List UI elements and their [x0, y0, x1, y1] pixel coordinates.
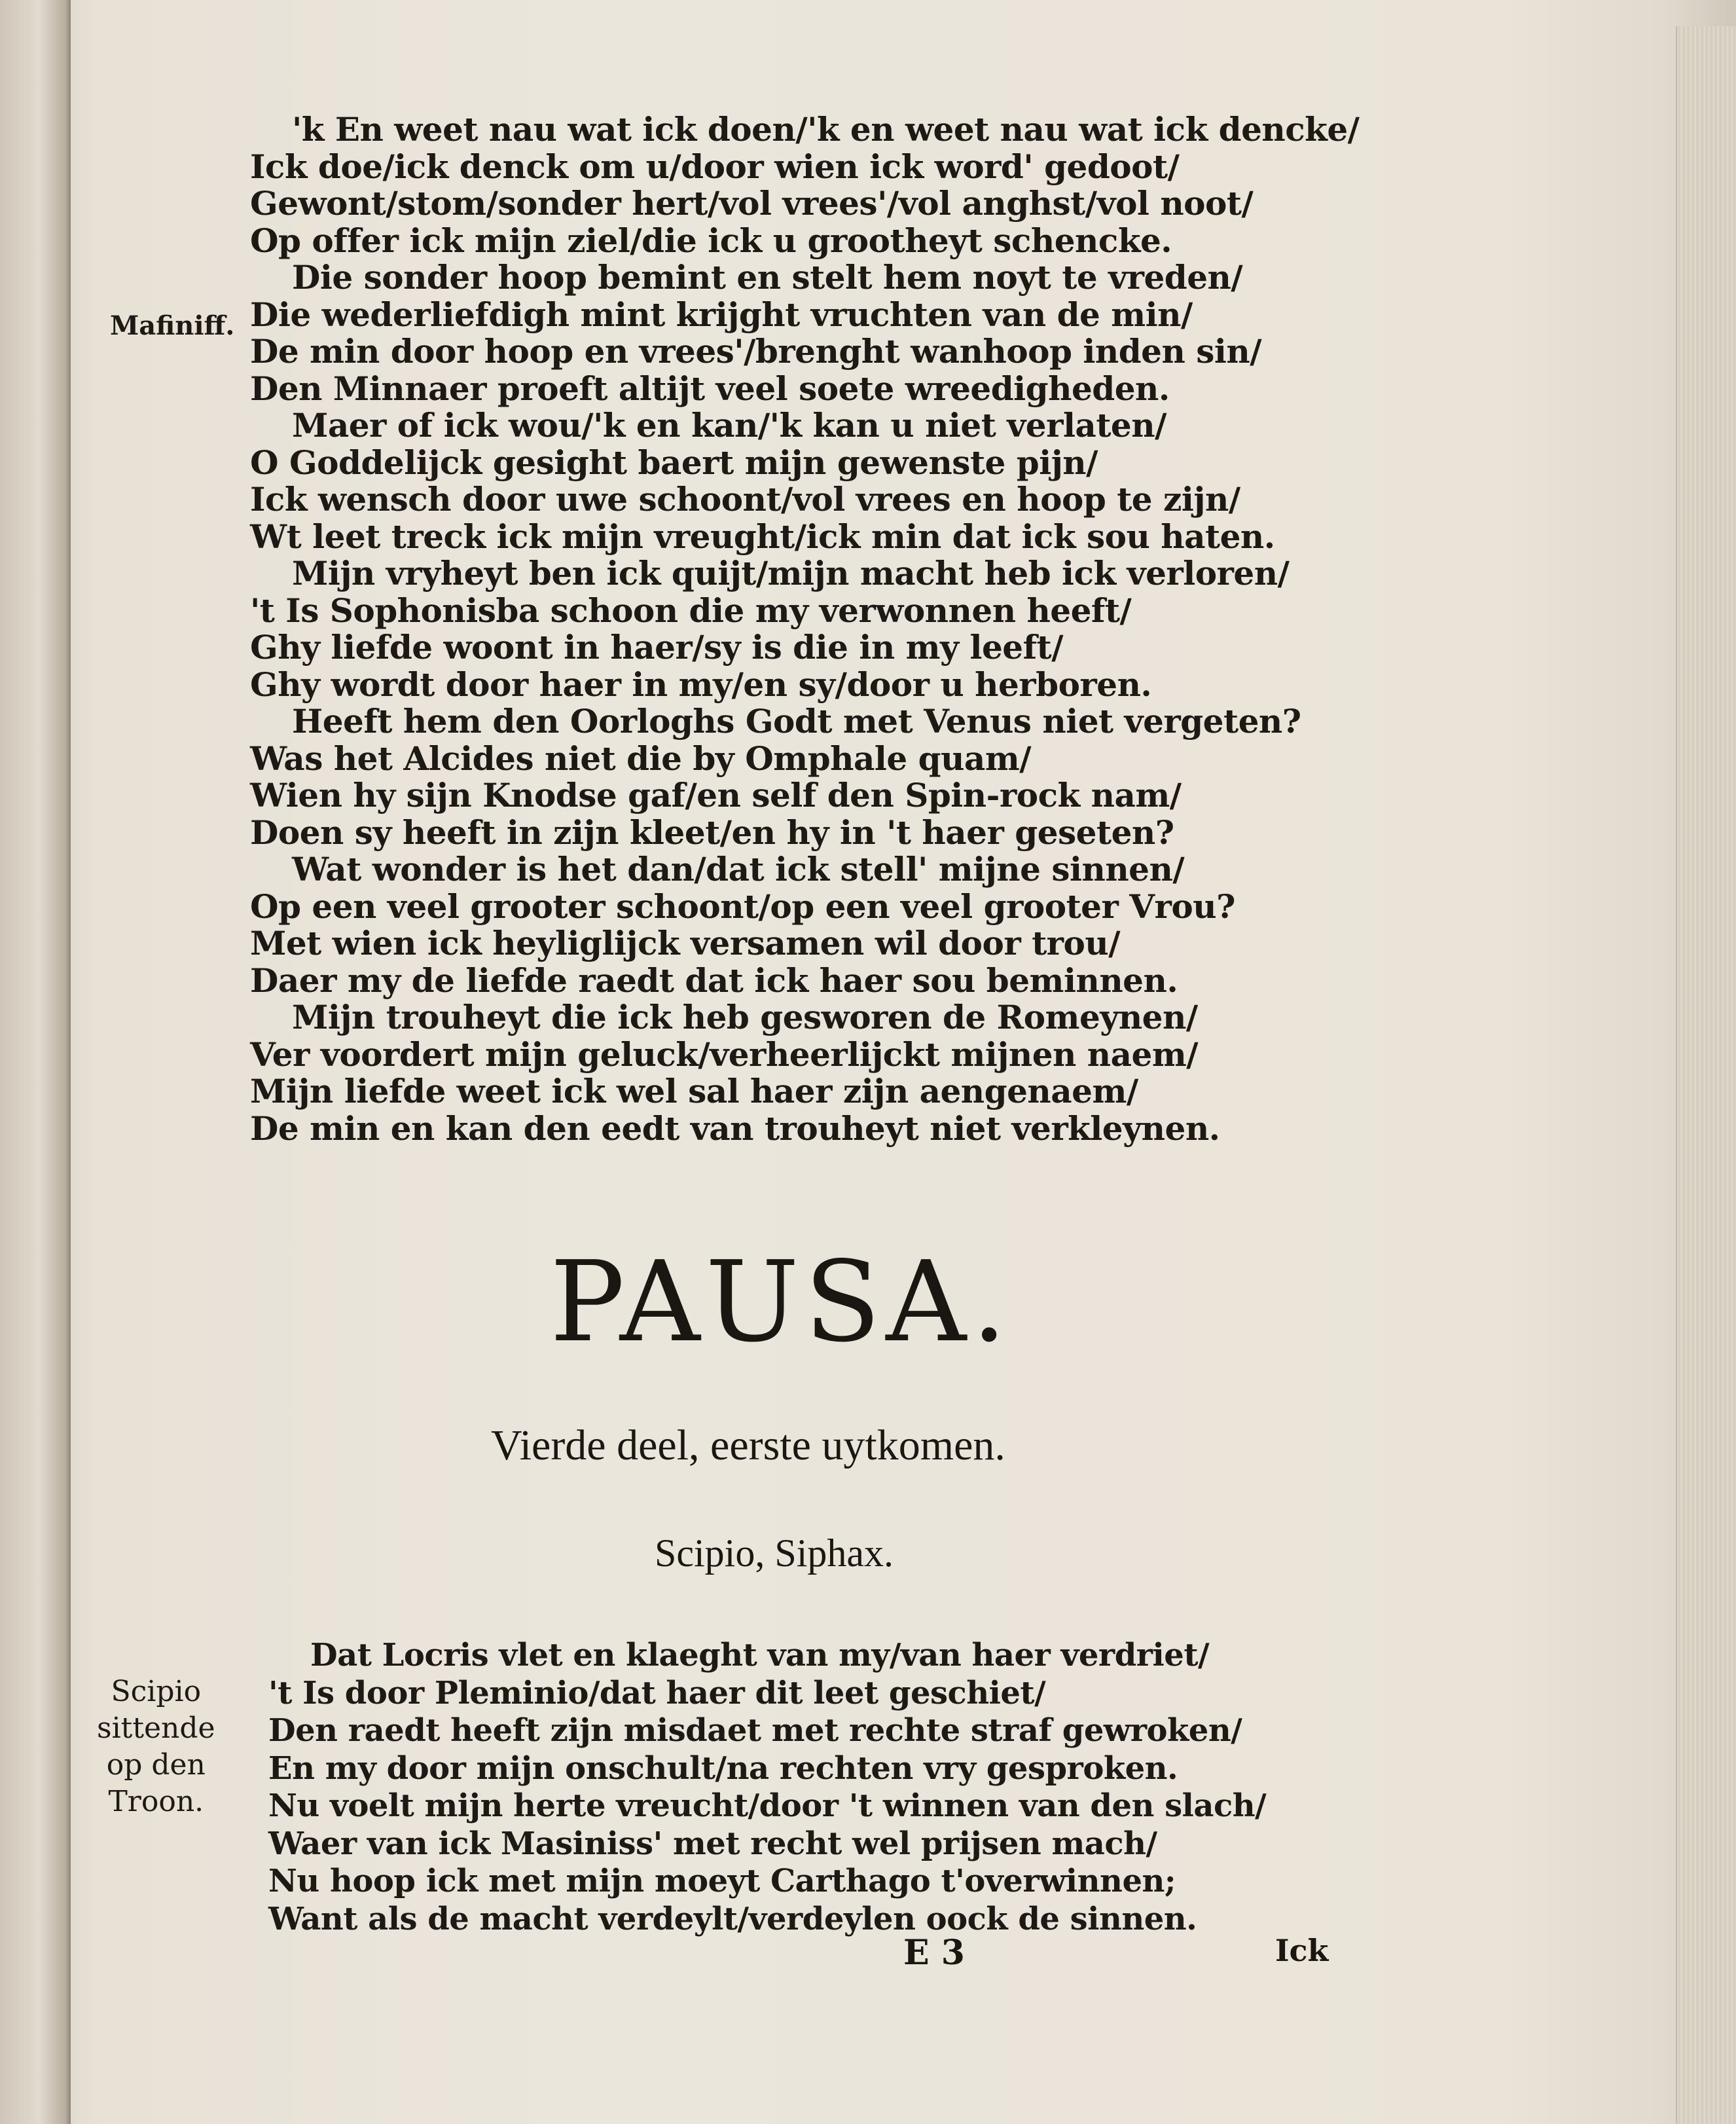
verse-line: Ver voordert mijn geluck/verheerlijckt mijnen naem/	[250, 1035, 1199, 1074]
verse-line: Was het Alcides niet die by Omphale quam/	[250, 739, 1032, 778]
verse-line: Ghy wordt door haer in my/en sy/door u herboren.	[250, 665, 1152, 704]
margin-note-line: Scipio	[111, 1675, 202, 1708]
verse-line: Den raedt heeft zijn misdaet met rechte straf gewroken/	[268, 1712, 1242, 1749]
verse-line: Op een veel grooter schoont/op een veel grooter Vrou?	[250, 887, 1235, 926]
left-page-edge	[0, 0, 71, 2124]
verse-line: Doen sy heeft in zijn kleet/en hy in 't haer geseten?	[250, 813, 1174, 852]
verse-line: Die sonder hoop bemint en stelt hem noyt te vreden/	[292, 258, 1243, 297]
catchword: Ick	[1275, 1933, 1329, 1968]
verse-line: Mijn trouheyt die ick heb gesworen de Romeynen/	[292, 998, 1198, 1036]
verse-line: Ghy liefde woont in haer/sy is die in my leeft/	[250, 628, 1063, 667]
verse-line: Daer my de liefde raedt dat ick haer sou beminnen.	[250, 961, 1178, 1000]
verse-line: 't Is door Pleminio/dat haer dit leet geschiet/	[268, 1674, 1046, 1712]
act-subtitle: Vierde deel, eerste uytkomen.	[491, 1421, 1005, 1469]
verse-line: Mijn vryheyt ben ick quijt/mijn macht heb ick verloren/	[292, 554, 1290, 593]
margin-note-line: op den	[106, 1748, 206, 1782]
verse-line: Wt leet treck ick mijn vreught/ick min dat ick sou haten.	[250, 517, 1275, 556]
verse-line: Heeft hem den Oorloghs Godt met Venus niet vergeten?	[292, 702, 1301, 741]
verse-line: Met wien ick heyliglijck versamen wil door trou/	[250, 924, 1120, 962]
verse-line: Maer of ick wou/'k en kan/'k kan u niet verlaten/	[292, 406, 1166, 445]
verse-line: De min door hoop en vrees'/brenght wanhoop inden sin/	[250, 332, 1262, 371]
verse-block-1	[250, 110, 1360, 1148]
speakers-line: Scipio, Siphax.	[655, 1531, 894, 1575]
verse-line: Nu voelt mijn herte vreucht/door 't winnen van den slach/	[268, 1787, 1267, 1824]
verse-line: 'k En weet nau wat ick doen/'k en weet nau wat ick dencke/	[292, 110, 1360, 149]
verse-line: De min en kan den eedt van trouheyt niet verkleynen.	[250, 1108, 1220, 1148]
margin-note-line: sittende	[97, 1712, 215, 1745]
verse-line: Mijn liefde weet ick wel sal haer zijn aengenaem/	[250, 1072, 1138, 1110]
verse-line: Wien hy sijn Knodse gaf/en self den Spin-rock nam/	[250, 776, 1182, 815]
verse-block-2	[268, 1637, 1267, 1938]
verse-line: Nu hoop ick met mijn moeyt Carthago t'overwinnen;	[268, 1863, 1176, 1899]
verse-line: Want als de macht verdeylt/verdeylen oock de sinnen.	[268, 1900, 1197, 1937]
verse-line: Den Minnaer proeft altijt veel soete wreedigheden.	[250, 369, 1170, 408]
verse-line: 't Is Sophonisba schoon die my verwonnen heeft/	[250, 591, 1132, 630]
verse-line: Wat wonder is het dan/dat ick stell' mijne sinnen/	[292, 850, 1185, 888]
verse-line: Ick doe/ick denck om u/door wien ick word' gedoot/	[250, 147, 1180, 186]
page-fore-edge	[1676, 26, 1736, 2124]
verse-line: O Goddelijck gesight baert mijn gewenste pijn/	[250, 443, 1098, 482]
pausa-heading: PAUSA.	[550, 1237, 1013, 1367]
margin-note-line: Troon.	[108, 1785, 204, 1818]
verse-line: Die wederliefdigh mint krijght vruchten van de min/	[250, 295, 1193, 334]
verse-line: Waer van ick Masiniss' met recht wel prijsen mach/	[268, 1825, 1157, 1862]
verse-line: Dat Locris vlet en klaeght van my/van haer verdriet/	[310, 1637, 1210, 1674]
verse-line: En my door mijn onschult/na rechten vry gesproken.	[268, 1749, 1178, 1787]
margin-note-masinissa: Mafiniff.	[110, 310, 235, 341]
verse-line: Gewont/stom/sonder hert/vol vrees'/vol anghst/vol noot/	[250, 184, 1254, 223]
verse-line: Ick wensch door uwe schoont/vol vrees en hoop te zijn/	[250, 480, 1240, 519]
signature-mark: E 3	[903, 1933, 965, 1973]
verse-line: Op offer ick mijn ziel/die ick u grootheyt schencke.	[250, 221, 1172, 260]
margin-note-scipio	[97, 1674, 215, 1820]
